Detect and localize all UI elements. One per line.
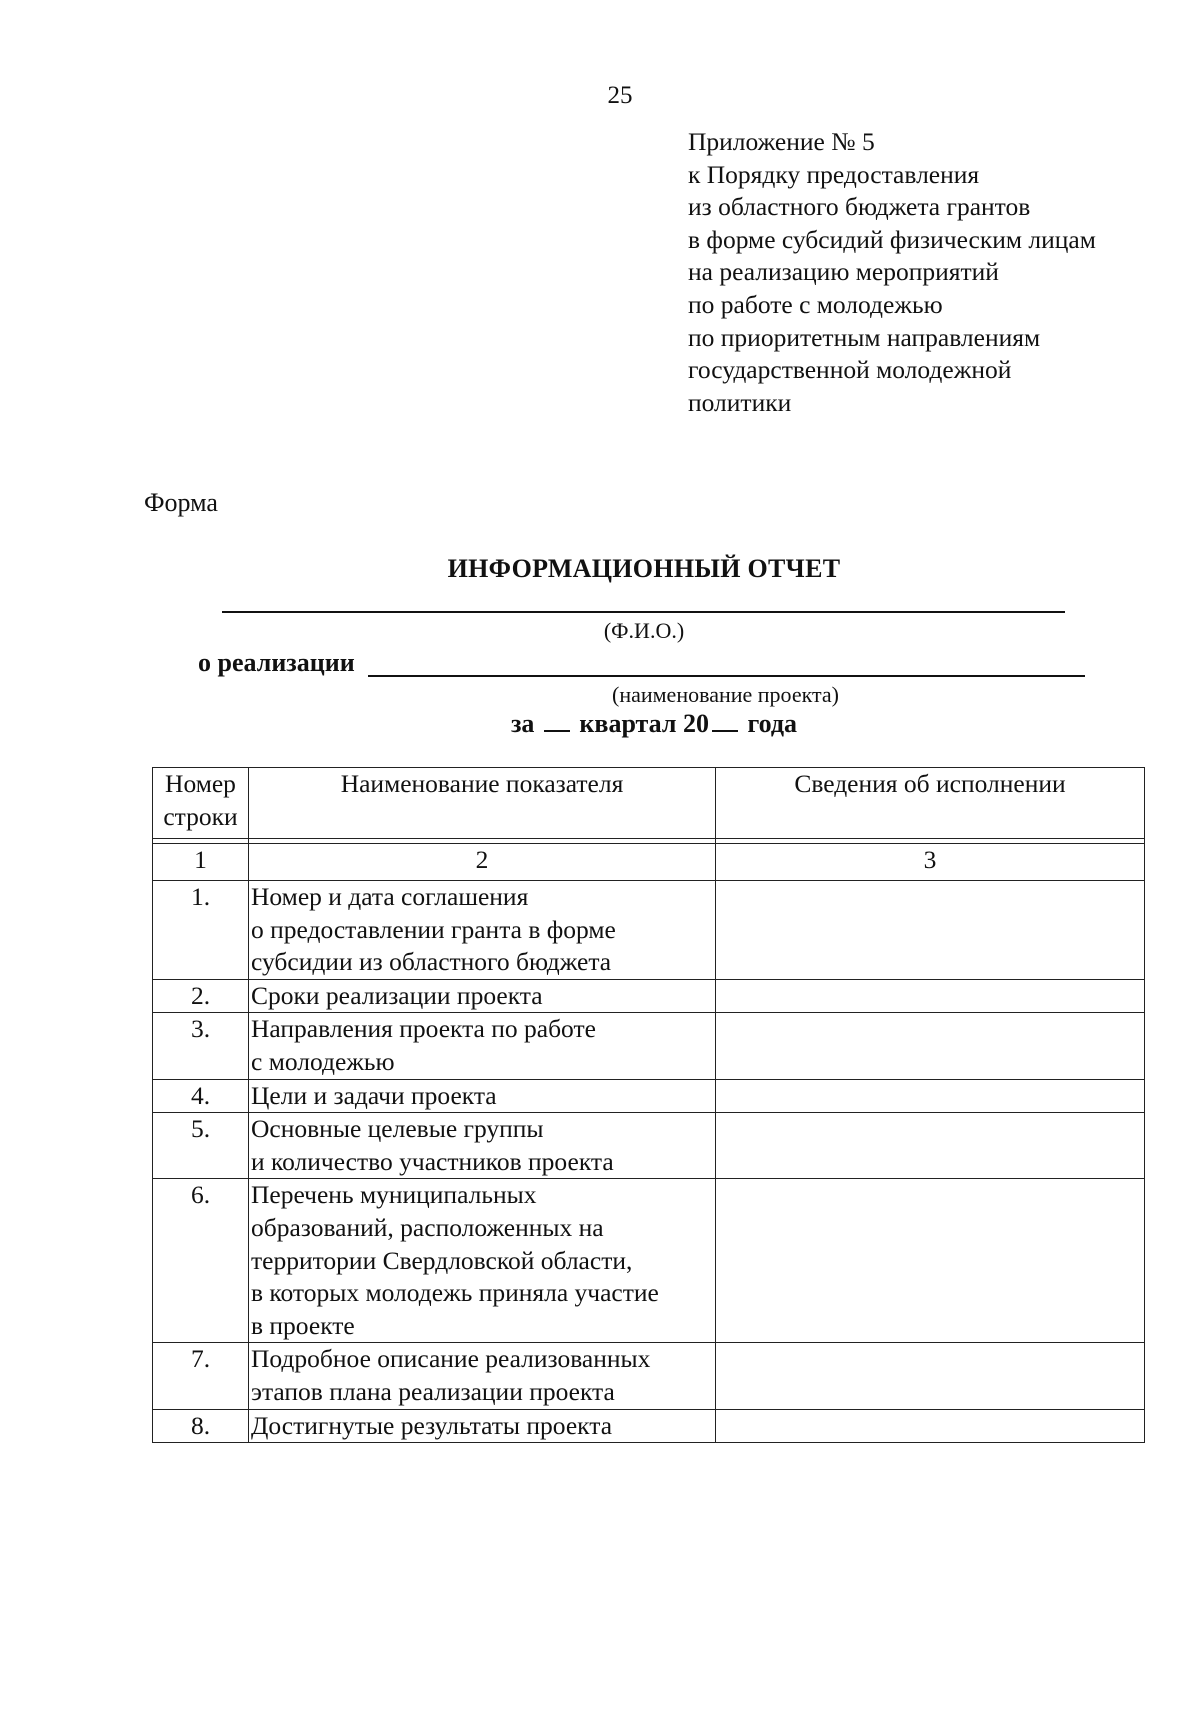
header-number-line: Номер — [165, 769, 236, 798]
header-execution-info: Сведения об исполнении — [716, 768, 1145, 839]
realization-label: о реализации — [198, 648, 355, 677]
report-table — [152, 767, 1145, 1443]
row-number: 3. — [153, 1013, 249, 1079]
appendix-line: Приложение № 5 — [688, 127, 875, 156]
appendix-line: из областного бюджета грантов — [688, 192, 1031, 222]
appendix-line: на реализацию мероприятий — [688, 257, 999, 287]
indicator-name — [249, 1409, 716, 1443]
indicator-line: Сроки реализации проекта — [251, 980, 543, 1010]
appendix-line: к Порядку предоставления — [688, 159, 980, 189]
table-row — [153, 1343, 1145, 1409]
indicator-name — [249, 1343, 716, 1409]
row-number: 5. — [153, 1113, 249, 1179]
indicator-line: Номер и дата соглашения — [251, 882, 529, 911]
execution-info-cell[interactable] — [716, 881, 1145, 980]
appendix-line: по работе с молодежью — [688, 289, 943, 319]
execution-info-cell[interactable] — [716, 1013, 1145, 1079]
column-index: 3 — [716, 844, 1145, 881]
indicator-line: субсидии из областного бюджета — [251, 947, 612, 977]
execution-info-cell[interactable] — [716, 1179, 1145, 1343]
indicator-line: Перечень муниципальных — [251, 1180, 537, 1210]
row-number: 7. — [153, 1343, 249, 1409]
period-suffix: года — [747, 709, 798, 738]
indicator-line: территории Свердловской области, — [251, 1245, 633, 1275]
column-index: 1 — [153, 844, 249, 881]
row-number: 6. — [153, 1179, 249, 1343]
table-row — [153, 1079, 1145, 1113]
indicator-name — [249, 979, 716, 1013]
execution-info-cell[interactable] — [716, 1079, 1145, 1113]
row-number: 1. — [153, 881, 249, 980]
indicator-line: Цели и задачи проекта — [251, 1080, 497, 1110]
indicator-line: с молодежью — [251, 1046, 395, 1076]
column-index: 2 — [249, 844, 716, 881]
indicator-name — [249, 1079, 716, 1113]
indicator-name — [249, 1013, 716, 1079]
indicator-name — [249, 881, 716, 980]
execution-info-cell[interactable] — [716, 1343, 1145, 1409]
indicator-name — [249, 1113, 716, 1179]
header-row-number — [153, 768, 249, 839]
header-indicator-name: Наименование показателя — [249, 768, 716, 839]
row-number: 2. — [153, 979, 249, 1013]
indicator-name — [249, 1179, 716, 1343]
execution-info-cell[interactable] — [716, 1409, 1145, 1443]
page-number: 25 — [607, 82, 633, 109]
indicator-line: Основные целевые группы — [251, 1114, 544, 1144]
appendix-block — [688, 126, 1188, 419]
execution-info-cell[interactable] — [716, 1113, 1145, 1179]
project-name-blank-line[interactable] — [368, 675, 1085, 677]
appendix-line: государственной молодежной — [688, 355, 1012, 385]
appendix-line: по приоритетным направлениям — [688, 322, 1041, 352]
indicator-line: в проекте — [251, 1310, 355, 1340]
indicator-line: Направления проекта по работе — [251, 1014, 596, 1044]
table-row — [153, 1013, 1145, 1079]
table-row — [153, 881, 1145, 980]
row-number: 8. — [153, 1409, 249, 1443]
execution-info-cell[interactable] — [716, 979, 1145, 1013]
quarter-blank[interactable] — [544, 708, 570, 732]
table-row — [153, 979, 1145, 1013]
form-label: Форма — [144, 488, 218, 517]
period-prefix: за — [510, 709, 535, 738]
fio-caption: (Ф.И.О.) — [603, 618, 685, 643]
table-row — [153, 1409, 1145, 1443]
indicator-line: в которых молодежь приняла участие — [251, 1278, 659, 1308]
appendix-line: в форме субсидий физическим лицам — [688, 224, 1096, 254]
indicator-line: Достигнутые результаты проекта — [251, 1410, 613, 1440]
indicator-line: Подробное описание реализованных — [251, 1344, 651, 1374]
report-title: ИНФОРМАЦИОННЫЙ ОТЧЕТ — [447, 554, 841, 583]
table-row — [153, 1179, 1145, 1343]
report-period — [0, 708, 1200, 739]
project-caption: (наименование проекта) — [612, 682, 839, 707]
fio-blank-line[interactable] — [222, 611, 1065, 613]
row-number: 4. — [153, 1079, 249, 1113]
table-header-row — [153, 768, 1145, 839]
table-row — [153, 1113, 1145, 1179]
column-index-row — [153, 844, 1145, 881]
indicator-line: образований, расположенных на — [251, 1212, 604, 1242]
period-middle: квартал 20 — [579, 709, 709, 738]
indicator-line: о предоставлении гранта в форме — [251, 914, 616, 944]
year-blank[interactable] — [712, 708, 738, 732]
indicator-line: и количество участников проекта — [251, 1146, 614, 1176]
header-number-line: строки — [163, 801, 238, 831]
appendix-line: политики — [688, 387, 792, 417]
indicator-line: этапов плана реализации проекта — [251, 1376, 615, 1406]
